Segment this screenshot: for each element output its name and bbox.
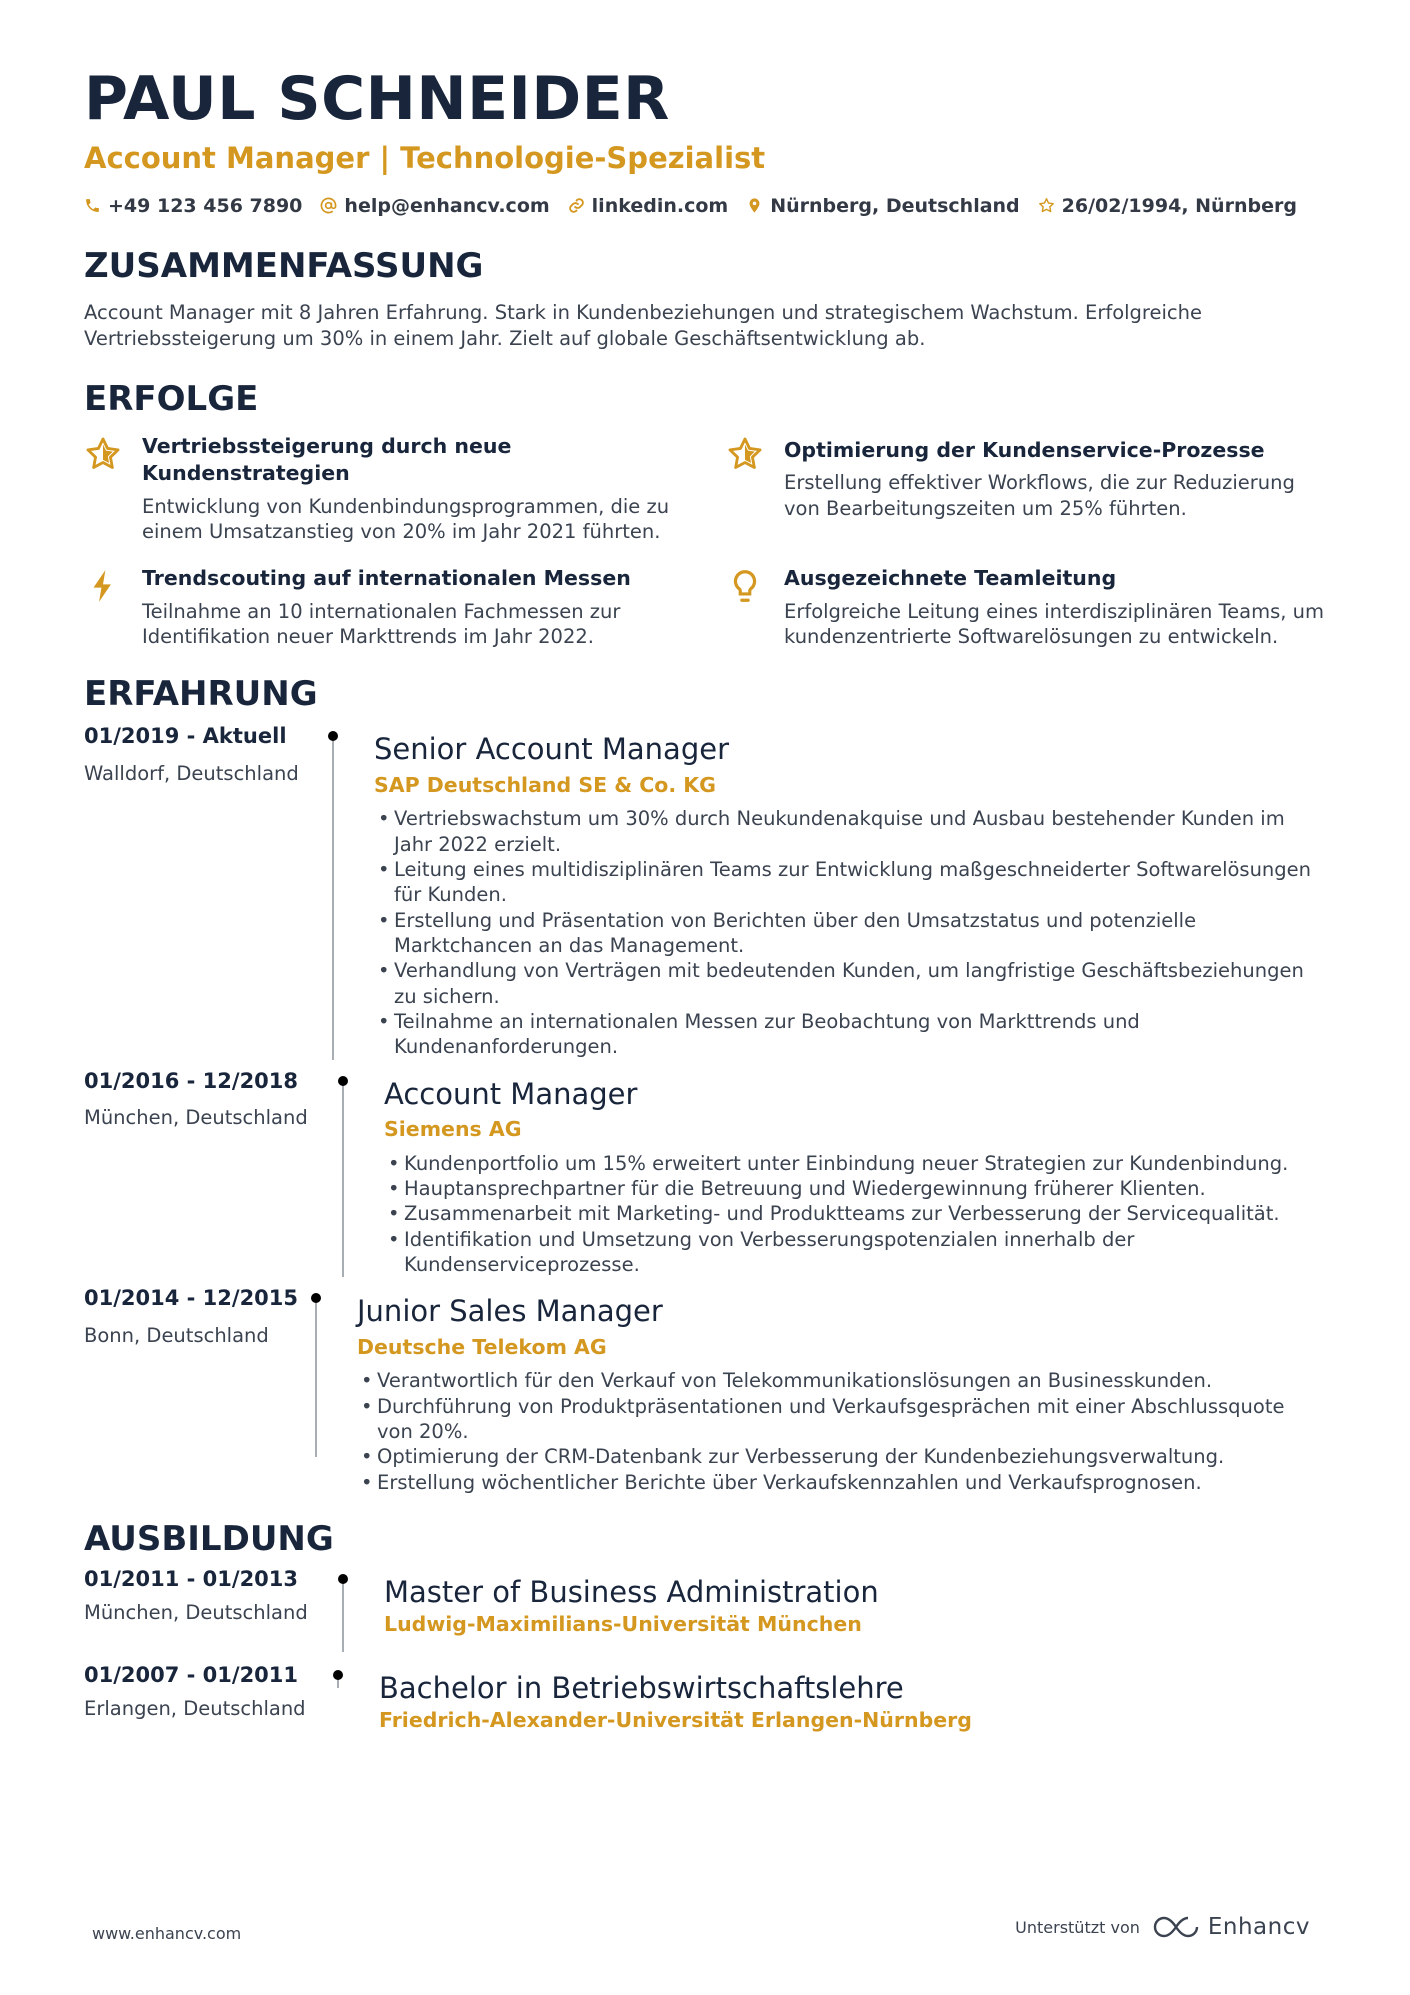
experience-entry bbox=[84, 723, 1326, 1059]
bullet-item: • Teilnahme an internationalen Messen zur Beobachtung von Markttrends und Kundenanforderungen. bbox=[374, 1009, 1326, 1060]
experience-company: SAP Deutschland SE & Co. KG bbox=[374, 772, 717, 797]
bullet-item: • Verhandlung von Verträgen mit bedeutenden Kunden, um langfristige Geschäftsbeziehungen zu sichern. bbox=[374, 958, 1326, 1009]
star-icon bbox=[726, 433, 766, 545]
achievement-item bbox=[84, 565, 726, 650]
contact-location bbox=[746, 194, 1019, 219]
at-icon bbox=[320, 197, 338, 215]
summary-heading: ZUSAMMENFASSUNG bbox=[84, 246, 484, 287]
experience-date: 01/2016 - 12/2018 bbox=[84, 1068, 299, 1093]
contact-linkedin[interactable] bbox=[568, 194, 729, 219]
education-degree: Bachelor in Betriebswirtschaftslehre bbox=[379, 1671, 904, 1706]
experience-company: Deutsche Telekom AG bbox=[357, 1334, 607, 1359]
bullet-item: • Leitung eines multidisziplinären Teams zur Entwicklung maßgeschneiderter Softwarelösungen für Kunden. bbox=[374, 857, 1326, 908]
timeline-line bbox=[332, 735, 334, 1059]
achievement-desc: Erfolgreiche Leitung eines interdisziplinären Teams, um kundenzentrierte Softwarelösungen zu entwickeln. bbox=[784, 599, 1325, 649]
experience-date: 01/2014 - 12/2015 bbox=[84, 1286, 299, 1311]
achievement-item bbox=[726, 565, 1326, 650]
star-outline-icon bbox=[1038, 197, 1056, 215]
bullet-item: • Zusammenarbeit mit Marketing- und Produktteams zur Verbesserung der Servicequalität. bbox=[384, 1201, 1326, 1226]
contact-email-text: help@enhancv.com bbox=[344, 194, 550, 217]
footer-website[interactable]: www.enhancv.com bbox=[92, 1924, 242, 1943]
bullet-item: • Kundenportfolio um 15% erweitert unter Einbindung neuer Strategien zur Kundenbindung. bbox=[384, 1151, 1326, 1176]
experience-role: Account Manager bbox=[384, 1076, 638, 1111]
infinity-logo-icon bbox=[1152, 1914, 1200, 1940]
education-degree: Master of Business Administration bbox=[384, 1575, 879, 1610]
experience-date: 01/2019 - Aktuell bbox=[84, 724, 287, 749]
achievement-item bbox=[726, 433, 1326, 545]
contact-birth bbox=[1038, 194, 1297, 219]
education-date: 01/2007 - 01/2011 bbox=[84, 1663, 299, 1688]
education-school: Friedrich-Alexander-Universität Erlangen-Nürnberg bbox=[379, 1707, 972, 1732]
contact-bar bbox=[84, 194, 1326, 219]
link-icon bbox=[568, 197, 586, 215]
bullet-item: • Erstellung wöchentlicher Berichte über Verkaufskennzahlen und Verkaufsprognosen. bbox=[357, 1470, 1326, 1495]
achievement-title: Trendscouting auf internationalen Messen bbox=[142, 566, 631, 591]
experience-location: Walldorf, Deutschland bbox=[84, 761, 299, 785]
achievement-title: Optimierung der Kundenservice-Prozesse bbox=[784, 437, 1265, 462]
experience-heading: ERFAHRUNG bbox=[84, 674, 318, 715]
experience-entry bbox=[84, 1285, 1326, 1495]
bullet-item: • Verantwortlich für den Verkauf von Telekommunikationslösungen an Businesskunden. bbox=[357, 1368, 1326, 1393]
lightbulb-icon bbox=[726, 565, 766, 650]
achievement-title: Vertriebssteigerung durch neue Kundenstrategien bbox=[142, 433, 512, 486]
footer-branding bbox=[1015, 1914, 1310, 1940]
timeline-dot bbox=[338, 1076, 348, 1086]
achievement-desc: Entwicklung von Kundenbindungsprogrammen, die zu einem Umsatzanstieg von 20% im Jahr 2021 führten. bbox=[142, 494, 670, 544]
experience-bullets bbox=[384, 1151, 1326, 1278]
experience-location: München, Deutschland bbox=[84, 1106, 308, 1130]
experience-location: Bonn, Deutschland bbox=[84, 1323, 269, 1347]
timeline-line bbox=[337, 1674, 339, 1688]
enhancv-logo[interactable] bbox=[1152, 1914, 1310, 1940]
contact-linkedin-text: linkedin.com bbox=[591, 194, 729, 217]
bullet-item: • Identifikation und Umsetzung von Verbesserungspotenzialen innerhalb der Kundenserviceprozesse. bbox=[384, 1227, 1326, 1278]
location-pin-icon bbox=[746, 197, 764, 215]
bullet-item: • Erstellung und Präsentation von Berichten über den Umsatzstatus und potenzielle Marktchancen an das Management. bbox=[374, 908, 1326, 959]
education-entry bbox=[84, 1662, 1326, 1733]
lightning-icon bbox=[84, 565, 124, 650]
experience-company: Siemens AG bbox=[384, 1117, 522, 1142]
timeline-line bbox=[342, 1578, 344, 1652]
experience-entry bbox=[84, 1068, 1326, 1278]
bullet-item: • Optimierung der CRM-Datenbank zur Verbesserung der Kundenbeziehungsverwaltung. bbox=[357, 1444, 1326, 1469]
education-entry bbox=[84, 1566, 1326, 1652]
experience-bullets bbox=[357, 1368, 1326, 1495]
bullet-item: • Vertriebswachstum um 30% durch Neukundenakquise und Ausbau bestehender Kunden im Jahr 2022 erzielt. bbox=[374, 806, 1326, 857]
candidate-title: Account Manager | Technologie-Spezialist bbox=[84, 141, 766, 175]
achievement-item bbox=[84, 433, 726, 545]
achievements-heading: ERFOLGE bbox=[84, 379, 259, 420]
bullet-item: • Hauptansprechpartner für die Betreuung und Wiedergewinnung früherer Klienten. bbox=[384, 1176, 1326, 1201]
achievement-desc: Erstellung effektiver Workflows, die zur Reduzierung von Bearbeitungszeiten um 25% führten. bbox=[784, 471, 1295, 520]
bullet-item: • Durchführung von Produktpräsentationen und Verkaufsgesprächen mit einer Abschlussquote von 20%. bbox=[357, 1394, 1326, 1445]
brand-name: Enhancv bbox=[1207, 1914, 1310, 1940]
achievement-title: Ausgezeichnete Teamleitung bbox=[784, 566, 1117, 591]
phone-icon bbox=[84, 197, 102, 215]
contact-birth-text: 26/02/1994, Nürnberg bbox=[1061, 194, 1297, 217]
candidate-name: PAUL SCHNEIDER bbox=[84, 64, 670, 134]
timeline-line bbox=[315, 1297, 317, 1457]
experience-bullets bbox=[374, 806, 1326, 1059]
education-heading: AUSBILDUNG bbox=[84, 1519, 334, 1560]
timeline-line bbox=[342, 1080, 344, 1278]
footer-powered-by: Unterstützt von bbox=[1015, 1917, 1140, 1937]
education-school: Ludwig-Maximilians-Universität München bbox=[384, 1611, 862, 1636]
achievement-desc: Teilnahme an 10 internationalen Fachmessen zur Identifikation neuer Markttrends im Jahr 2022. bbox=[142, 599, 621, 649]
summary-text: Account Manager mit 8 Jahren Erfahrung. Stark in Kundenbeziehungen und strategischem Wachstum. Erfolgreiche Vertriebssteigerung um 30% in einem Jahr. Zielt auf globale Geschäftsentwicklung ab. bbox=[84, 300, 1203, 350]
contact-email[interactable] bbox=[320, 194, 549, 219]
contact-phone-text: +49 123 456 7890 bbox=[108, 194, 303, 217]
experience-role: Senior Account Manager bbox=[374, 732, 729, 767]
contact-location-text: Nürnberg, Deutschland bbox=[770, 194, 1020, 217]
education-location: Erlangen, Deutschland bbox=[84, 1696, 306, 1720]
contact-phone[interactable] bbox=[84, 194, 302, 219]
achievements-grid bbox=[84, 433, 1326, 650]
education-date: 01/2011 - 01/2013 bbox=[84, 1567, 299, 1592]
star-icon bbox=[84, 433, 124, 545]
education-location: München, Deutschland bbox=[84, 1600, 308, 1624]
experience-role: Junior Sales Manager bbox=[357, 1294, 663, 1329]
